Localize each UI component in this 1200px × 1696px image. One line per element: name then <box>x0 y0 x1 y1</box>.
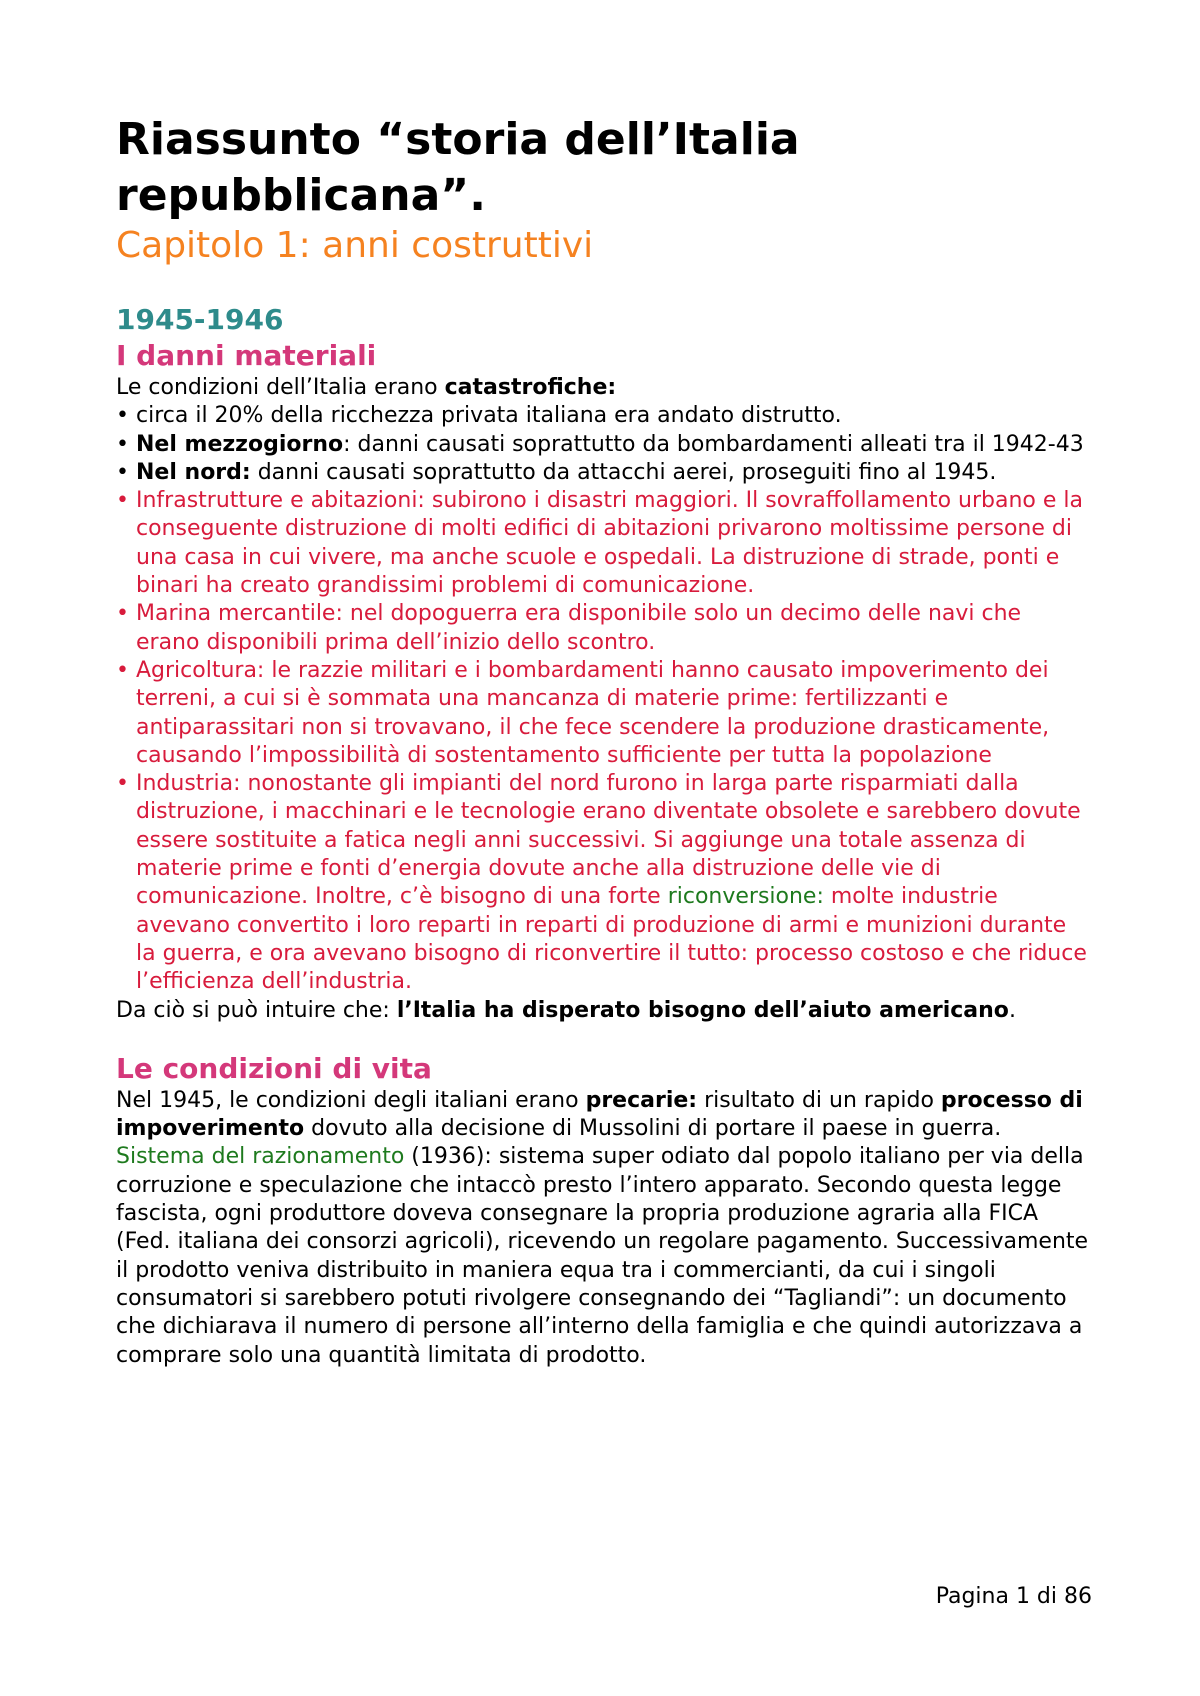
list-item: • Nel mezzogiorno: danni causati soprattutto da bombardamenti alleati tra il 1942-43 <box>116 431 1091 459</box>
list-item: • circa il 20% della ricchezza privata italiana era andato distrutto. <box>116 402 1091 430</box>
intro-paragraph: Le condizioni dell’Italia erano catastrofiche: <box>116 375 617 400</box>
document-title: Riassunto “storia dell’Italia repubblicana”. <box>116 114 800 221</box>
living-conditions-paragraph: Nel 1945, le condizioni degli italiani erano precarie: risultato di un rapido processo di impoverimento dovuto alla decisione di Mussolini di portare il paese in guerra. <box>116 1087 1083 1142</box>
chapter-heading: Capitolo 1: anni costruttivi <box>116 225 594 266</box>
year-heading: 1945-1946 <box>116 303 284 336</box>
page-number: Pagina 1 di 86 <box>935 1584 1092 1609</box>
list-item: • Infrastrutture e abitazioni: subirono i disastri maggiori. Il sovraffollamento urbano e la conseguente distruzione di molti edifici di abitazioni privarono moltissime persone di una casa in cui vivere, ma anche scuole e ospedali. La distruzione di strade, ponti e binari ha creato grandissimi problemi di comunicazione. <box>116 487 1091 600</box>
document-page <box>116 112 1091 1370</box>
damage-list <box>116 402 1091 996</box>
section-heading-danni: I danni materiali <box>116 339 377 372</box>
list-item: • Agricoltura: le razzie militari e i bombardamenti hanno causato impoverimento dei terreni, a cui si è sommata una mancanza di materie prime: fertilizzanti e antiparassitari non si trovavano, il che fece scendere la produzione drasticamente, causando l’impossibilità di sostentamento sufficiente per tutta la popolazione <box>116 657 1091 770</box>
conclusion-paragraph: Da ciò si può intuire che: l’Italia ha disperato bisogno dell’aiuto americano. <box>116 997 1016 1023</box>
list-item: • Marina mercantile: nel dopoguerra era disponibile solo un decimo delle navi che erano disponibili prima dell’inizio dello scontro. <box>116 600 1091 657</box>
section-heading-vita: Le condizioni di vita <box>116 1051 432 1085</box>
rationing-paragraph: Sistema del razionamento (1936): sistema super odiato dal popolo italiano per via della corruzione e speculazione che intaccò presto l’intero apparato. Secondo questa legge fascista, ogni produttore doveva consegnare la propria produzione agraria alla FICA (Fed. italiana dei consorzi agricoli), ricevendo un regolare pagamento. Successivamente il prodotto veniva distribuito in maniera equa tra i commercianti, da cui i singoli consumatori si sarebbero potuti rivolgere consegnando dei “Tagliandi”: un documento che dichiarava il numero di persone all’interno della famiglia e che quindi autorizzava a comprare solo una quantità limitata di prodotto. <box>116 1144 1089 1368</box>
list-item: • Industria: nonostante gli impianti del nord furono in larga parte risparmiati dalla distruzione, i macchinari e le tecnologie erano diventate obsolete e sarebbero dovute essere sostituite a fatica negli anni successivi. Si aggiunge una totale assenza di materie prime e fonti d’energia dovute anche alla distruzione delle vie di comunicazione. Inoltre, c’è bisogno di una forte riconversione: molte industrie avevano convertito i loro reparti in reparti di produzione di armi e munizioni durante la guerra, e ora avevano bisogno di riconvertire il tutto: processo costoso e che riduce l’efficienza dell’industria. <box>116 770 1091 996</box>
list-item: • Nel nord: danni causati soprattutto da attacchi aerei, proseguiti fino al 1945. <box>116 459 1091 487</box>
